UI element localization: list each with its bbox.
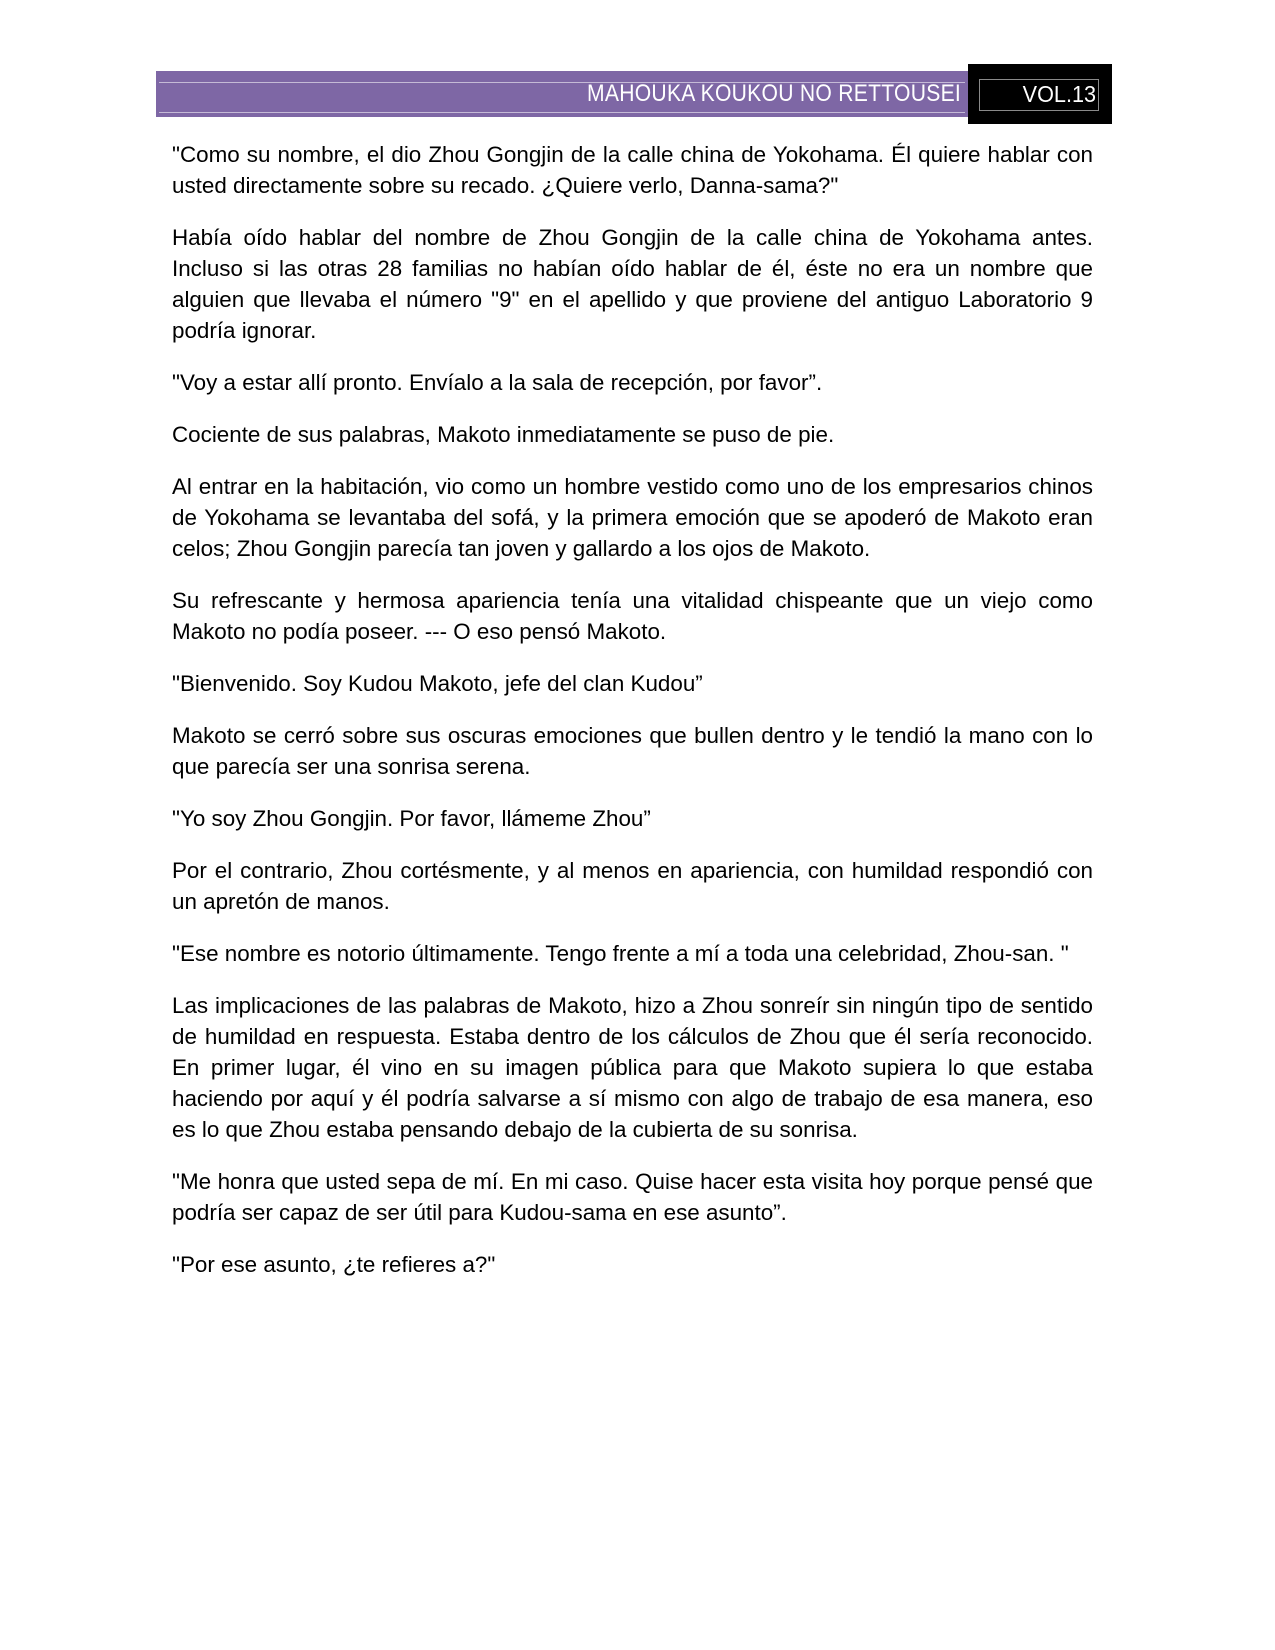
paragraph: "Ese nombre es notorio últimamente. Tengo frente a mí a toda una celebridad, Zhou-san. " <box>172 941 1069 966</box>
header-volume-label: VOL.13 <box>1022 80 1096 107</box>
paragraph: "Me honra que usted sepa de mí. En mi caso. Quise hacer esta visita hoy porque pensé que podría ser capaz de ser útil para Kudou-sama en ese asunto”. <box>172 1169 1093 1225</box>
paragraph: "Yo soy Zhou Gongjin. Por favor, llámeme Zhou” <box>172 806 651 831</box>
paragraph: Cociente de sus palabras, Makoto inmediatamente se puso de pie. <box>172 422 835 447</box>
paragraph: "Como su nombre, el dio Zhou Gongjin de la calle china de Yokohama. Él quiere hablar con usted directamente sobre su recado. ¿Quiere verlo, Danna-sama?" <box>172 142 1093 198</box>
paragraph: Makoto se cerró sobre sus oscuras emociones que bullen dentro y le tendió la mano con lo que parecía ser una sonrisa serena. <box>172 723 1093 779</box>
paragraph: "Por ese asunto, ¿te refieres a?" <box>172 1252 496 1277</box>
paragraph: Al entrar en la habitación, vio como un hombre vestido como uno de los empresarios chinos de Yokohama se levantaba del sofá, y la primera emoción que se apoderó de Makoto eran celos; Zhou Gongjin parecía tan joven y gallardo a los ojos de Makoto. <box>172 474 1093 561</box>
header-title: MAHOUKA KOUKOU NO RETTOUSEI <box>586 80 961 107</box>
paragraph: "Voy a estar allí pronto. Envíalo a la sala de recepción, por favor”. <box>172 370 823 395</box>
header-volume-badge <box>968 64 1112 124</box>
page-header <box>156 64 1112 124</box>
paragraph: Su refrescante y hermosa apariencia tenía una vitalidad chispeante que un viejo como Makoto no podía poseer. --- O eso pensó Makoto. <box>172 588 1093 644</box>
header-title-bar <box>156 71 968 117</box>
paragraph: Por el contrario, Zhou cortésmente, y al menos en apariencia, con humildad respondió con un apretón de manos. <box>172 858 1093 914</box>
paragraph: "Bienvenido. Soy Kudou Makoto, jefe del clan Kudou” <box>172 671 703 696</box>
page-body <box>172 139 1093 1301</box>
paragraph: Las implicaciones de las palabras de Makoto, hizo a Zhou sonreír sin ningún tipo de sentido de humildad en respuesta. Estaba dentro de los cálculos de Zhou que él sería reconocido. En primer lugar, él vino en su imagen pública para que Makoto supiera lo que estaba haciendo por aquí y él podría salvarse a sí mismo con algo de trabajo de esa manera, eso es lo que Zhou estaba pensando debajo de la cubierta de su sonrisa. <box>172 993 1093 1142</box>
paragraph: Había oído hablar del nombre de Zhou Gongjin de la calle china de Yokohama antes. Incluso si las otras 28 familias no habían oído hablar de él, éste no era un nombre que alguien que llevaba el número "9" en el apellido y que proviene del antiguo Laboratorio 9 podría ignorar. <box>172 225 1093 343</box>
